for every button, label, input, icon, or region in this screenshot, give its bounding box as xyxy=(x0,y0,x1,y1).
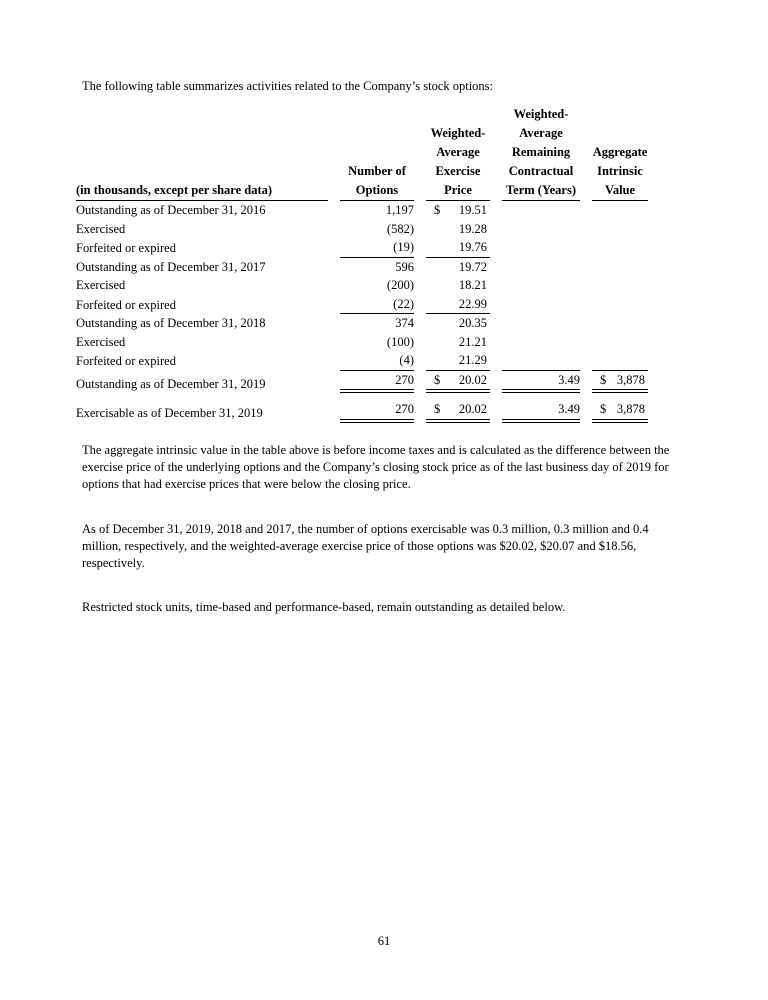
column-header-line: Options xyxy=(355,183,399,197)
term-cell xyxy=(502,220,580,239)
value-cell xyxy=(592,371,648,394)
price-cell xyxy=(426,351,490,371)
column-header-line: Price xyxy=(444,183,472,197)
value-cell xyxy=(592,400,648,423)
cell-value: 3,878 xyxy=(616,402,645,416)
column-header-line: Contractual xyxy=(508,164,574,178)
options-cell: 270 xyxy=(340,371,414,394)
cell-value: 22.99 xyxy=(458,296,487,311)
table-row-total xyxy=(76,400,648,423)
term-cell: 3.49 xyxy=(502,400,580,423)
price-cell xyxy=(426,400,490,423)
column-header-line: (in thousands, except per share data) xyxy=(76,183,273,197)
table-row xyxy=(76,295,648,315)
column-header-intrinsic-value xyxy=(592,105,648,201)
cell-value: 19.76 xyxy=(458,240,487,254)
table-row xyxy=(76,220,648,239)
cell-value: 21.29 xyxy=(458,353,487,367)
value-cell xyxy=(592,276,648,295)
options-cell: 374 xyxy=(395,316,414,330)
dollar-sign: $ xyxy=(434,402,441,416)
term-cell xyxy=(502,258,580,277)
column-header-line: Value xyxy=(604,183,636,197)
value-cell xyxy=(592,295,648,315)
term-cell xyxy=(502,333,580,352)
cell-value: 3,878 xyxy=(616,372,645,387)
column-header-exercise-price xyxy=(426,105,490,201)
column-header-line: Number of xyxy=(348,164,406,178)
options-cell: (19) xyxy=(340,238,414,258)
cell-value: 20.02 xyxy=(458,372,487,387)
term-cell xyxy=(502,314,580,333)
column-header-contractual-term xyxy=(502,105,580,201)
column-header-line: Aggregate xyxy=(592,145,648,159)
options-cell: (100) xyxy=(386,334,414,349)
value-cell xyxy=(592,333,648,352)
column-header-line: Weighted- xyxy=(430,126,486,140)
table-row-total xyxy=(76,371,648,394)
price-cell xyxy=(426,220,490,239)
value-cell xyxy=(592,220,648,239)
page-number: 61 xyxy=(377,934,391,948)
row-label-cell: Exercised xyxy=(76,278,126,292)
column-header-number-of-options xyxy=(340,105,414,201)
row-label-cell: Outstanding as of December 31, 2018 xyxy=(76,316,266,330)
stock-options-table xyxy=(64,105,660,423)
term-cell xyxy=(502,238,580,258)
table-row xyxy=(76,276,648,295)
price-cell xyxy=(426,201,490,220)
cell-value: 20.35 xyxy=(458,316,487,330)
column-header-row-label xyxy=(76,105,328,201)
row-label-cell: Forfeited or expired xyxy=(76,297,176,312)
paragraph-options-exercisable: As of December 31, 2019, 2018 and 2017, the number of options exercisable was 0.3 million, 0.3 million and 0.4 million, respectively, and the weighted-average exercise price of those options was $20.02, $20.07 and $18.56, respectively. xyxy=(82,521,649,570)
options-cell: 1,197 xyxy=(385,203,414,217)
column-header-line: Exercise xyxy=(435,164,481,178)
row-label-cell: Outstanding as of December 31, 2016 xyxy=(76,203,266,217)
paragraph-restricted-stock: Restricted stock units, time-based and performance-based, remain outstanding as detailed below. xyxy=(82,599,566,614)
row-label-cell: Outstanding as of December 31, 2019 xyxy=(76,376,266,391)
spacer-row xyxy=(76,393,648,400)
value-cell xyxy=(592,258,648,277)
paragraph-aggregate-intrinsic: The aggregate intrinsic value in the table above is before income taxes and is calculated as the difference between the exercise price of the underlying options and the Company’s closing stock price as of the last business day of 2019 for options that had exercise prices that were below the closing price. xyxy=(82,442,670,491)
price-cell xyxy=(426,238,490,258)
term-cell xyxy=(502,351,580,371)
table-row xyxy=(76,258,648,277)
term-cell xyxy=(502,276,580,295)
options-cell: (22) xyxy=(340,295,414,315)
term-cell: 3.49 xyxy=(502,371,580,394)
row-label-cell: Exercisable as of December 31, 2019 xyxy=(76,406,263,420)
dollar-sign: $ xyxy=(600,372,607,387)
table-row xyxy=(76,238,648,258)
column-header-line: Term (Years) xyxy=(505,183,576,197)
options-cell: 270 xyxy=(340,400,414,423)
dollar-sign: $ xyxy=(600,402,607,416)
column-header-line: Weighted- xyxy=(513,107,569,121)
dollar-sign: $ xyxy=(434,372,441,387)
row-label-cell: Forfeited or expired xyxy=(76,354,176,368)
price-cell xyxy=(426,314,490,333)
cell-value: 19.51 xyxy=(458,203,487,217)
price-cell xyxy=(426,258,490,277)
row-label-cell: Exercised xyxy=(76,334,126,349)
cell-value: 19.28 xyxy=(458,221,487,236)
options-cell: 596 xyxy=(395,259,414,274)
table-row xyxy=(76,351,648,371)
options-cell: (582) xyxy=(386,221,414,236)
value-cell xyxy=(592,201,648,220)
price-cell xyxy=(426,371,490,394)
value-cell xyxy=(592,238,648,258)
table-row xyxy=(76,333,648,352)
term-cell xyxy=(502,295,580,315)
cell-value: 19.72 xyxy=(458,259,487,274)
dollar-sign: $ xyxy=(434,203,441,217)
table-row xyxy=(76,314,648,333)
price-cell xyxy=(426,333,490,352)
row-label-cell: Exercised xyxy=(76,221,126,236)
cell-value: 20.02 xyxy=(458,402,487,416)
intro-paragraph: The following table summarizes activities related to the Company’s stock options: xyxy=(82,79,494,93)
cell-value: 18.21 xyxy=(458,278,487,292)
column-header-line: Intrinsic xyxy=(597,164,643,178)
cell-value: 21.21 xyxy=(458,334,487,349)
column-header-line: Remaining xyxy=(511,145,571,159)
options-cell: (4) xyxy=(340,351,414,371)
value-cell xyxy=(592,314,648,333)
price-cell xyxy=(426,276,490,295)
value-cell xyxy=(592,351,648,371)
row-label-cell: Outstanding as of December 31, 2017 xyxy=(76,259,266,274)
options-cell: (200) xyxy=(386,278,414,292)
table-row xyxy=(76,201,648,220)
table-header-row xyxy=(76,105,648,201)
column-header-line: Average xyxy=(436,145,480,159)
row-label-cell: Forfeited or expired xyxy=(76,241,176,255)
column-header-line: Average xyxy=(519,126,563,140)
term-cell xyxy=(502,201,580,220)
price-cell xyxy=(426,295,490,315)
